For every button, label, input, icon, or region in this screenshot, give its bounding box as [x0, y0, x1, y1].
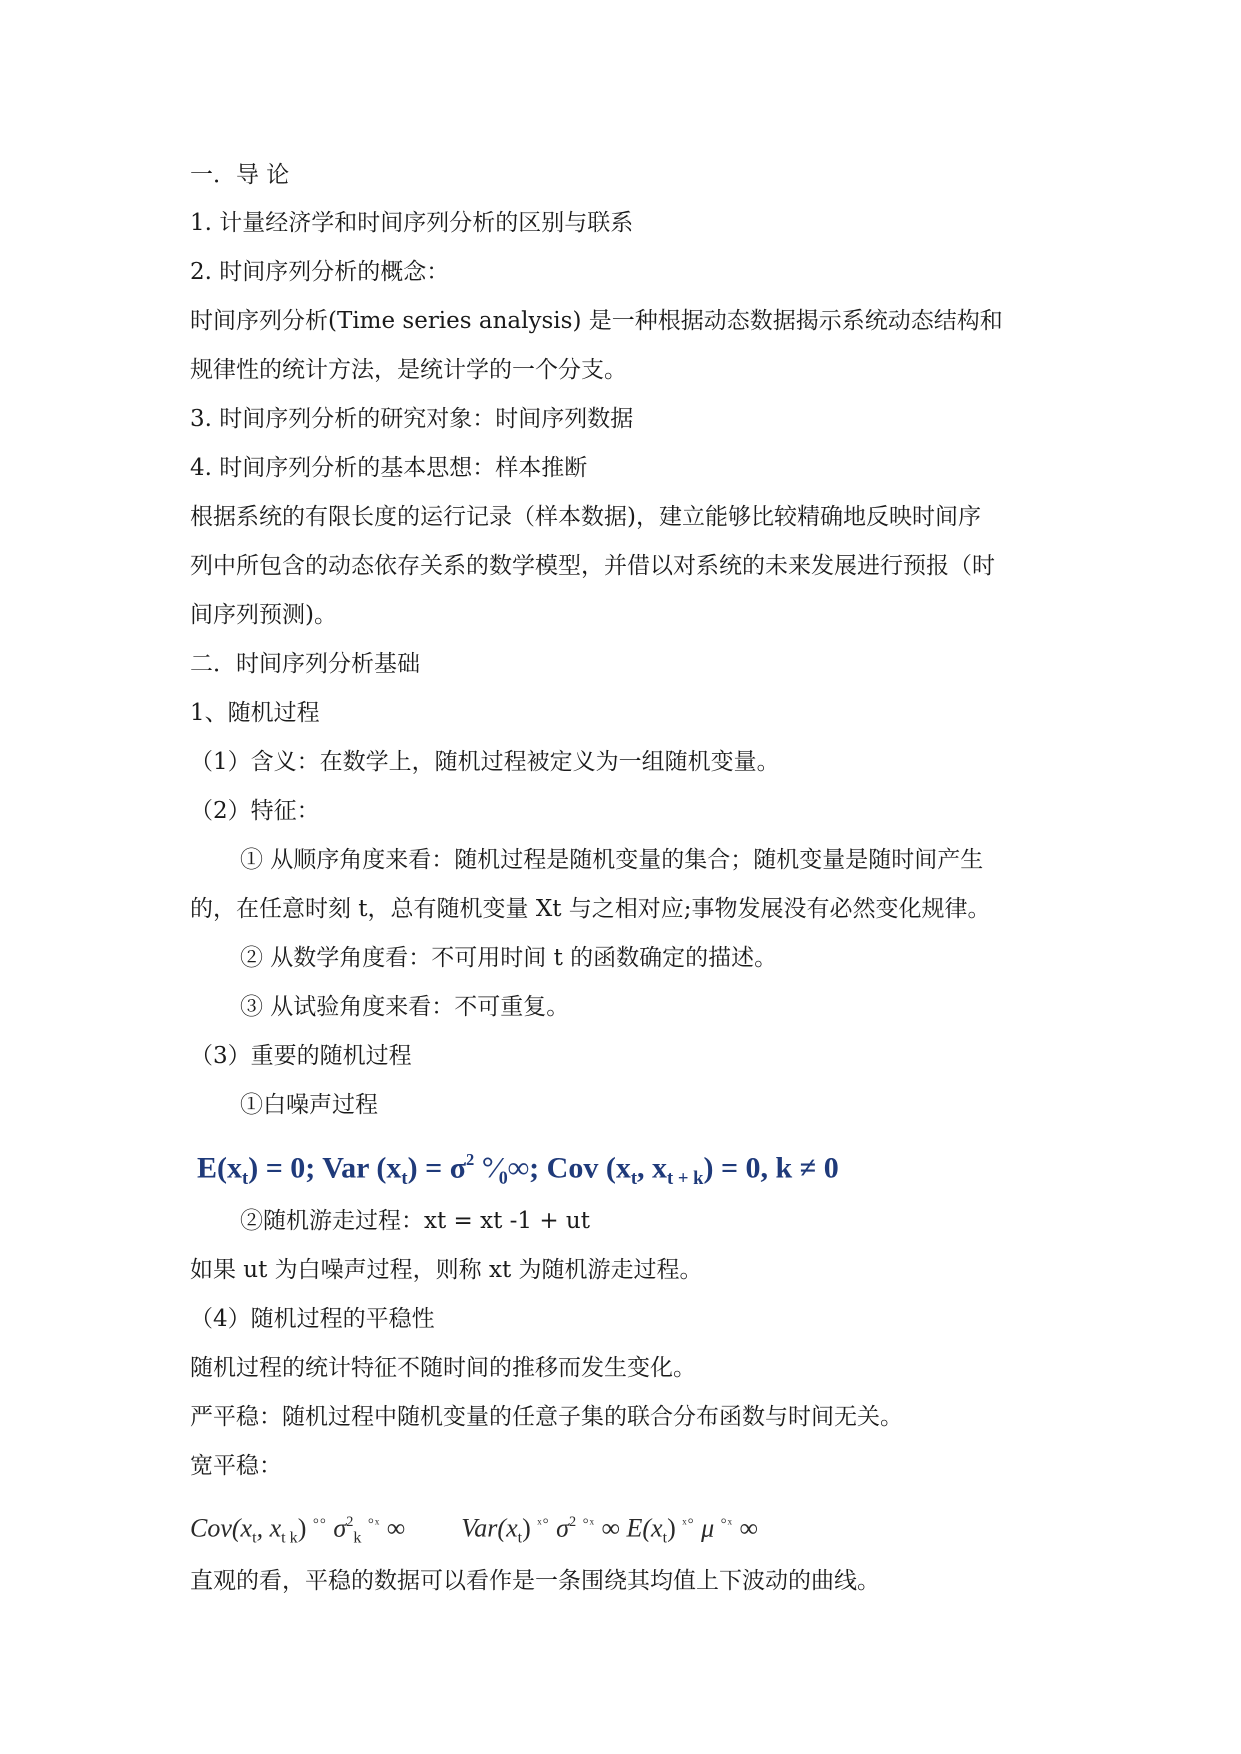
- paragraph-line: 列中所包含的动态依存关系的数学模型，并借以对系统的未来发展进行预报（时: [190, 553, 995, 579]
- paragraph-line: ③ 从试验角度来看：不可重复。: [240, 994, 570, 1020]
- paragraph-line: 严平稳：随机过程中随机变量的任意子集的联合分布函数与时间无关。: [190, 1404, 903, 1430]
- list-item: （4）随机过程的平稳性: [190, 1306, 435, 1332]
- item-1: 1. 计量经济学和时间序列分析的区别与联系: [190, 210, 634, 236]
- paragraph-line: 规律性的统计方法，是统计学的一个分支。: [190, 357, 627, 383]
- list-item: （3）重要的随机过程: [190, 1043, 412, 1069]
- paragraph-line: 随机过程的统计特征不随时间的推移而发生变化。: [190, 1355, 696, 1381]
- item-4: 4. 时间序列分析的基本思想：样本推断: [190, 455, 588, 481]
- item-3: 3. 时间序列分析的研究对象：时间序列数据: [190, 406, 634, 432]
- paragraph-line: ② 从数学角度看：不可用时间 t 的函数确定的描述。: [240, 945, 778, 971]
- paragraph-line: ① 从顺序角度来看：随机过程是随机变量的集合；随机变量是随时间产生: [240, 847, 984, 873]
- list-item: （2）特征：: [190, 798, 320, 824]
- subsection-heading: 1、随机过程: [190, 700, 320, 726]
- paragraph-line: 间序列预测)。: [190, 602, 337, 628]
- random-walk-line: ②随机游走过程：xt = xt -1 + ut: [240, 1208, 590, 1234]
- paragraph-line: 根据系统的有限长度的运行记录（样本数据)，建立能够比较精确地反映时间序: [190, 504, 981, 530]
- paragraph-line: 宽平稳：: [190, 1453, 282, 1479]
- paragraph-line: 的，在任意时刻 t，总有随机变量 Xt 与之相对应;事物发展没有必然变化规律。: [190, 896, 991, 922]
- section-heading-2: 二．时间序列分析基础: [190, 651, 420, 677]
- paragraph-line: 直观的看，平稳的数据可以看作是一条围绕其均值上下波动的曲线。: [190, 1568, 880, 1594]
- section-heading-1: 一．导 论: [190, 162, 290, 188]
- paragraph-line: 如果 ut 为白噪声过程，则称 xt 为随机游走过程。: [190, 1257, 703, 1283]
- weak-stationarity-formula: $Cov(x_t$, $x_{t k}$) °° $\sigma^2_k$ $^{^\circ ˣ}$ ∞ $Var(x_t)$ $^{ˣ^\circ}$ $\sigma^2$ $^{^\circ ˣ}$ ∞ $E(x_t)$ $^{ˣ^\circ}$ μ $^{^\circ ˣ}$ ∞: [190, 1513, 759, 1547]
- list-item: （1）含义：在数学上，随机过程被定义为一组随机变量。: [190, 749, 780, 775]
- item-2: 2. 时间序列分析的概念：: [190, 259, 450, 285]
- list-item: ①白噪声过程: [240, 1092, 378, 1118]
- paragraph-line: 时间序列分析(Time series analysis) 是一种根据动态数据揭示系统动态结构和: [190, 308, 1003, 334]
- white-noise-formula: $E(x_t) = 0$; Var $(x_t) = \sigma^2$ °⁄₀∞; Cov ($x_t$, $x_{t + k}) = 0$, k ≠ 0: [197, 1150, 839, 1189]
